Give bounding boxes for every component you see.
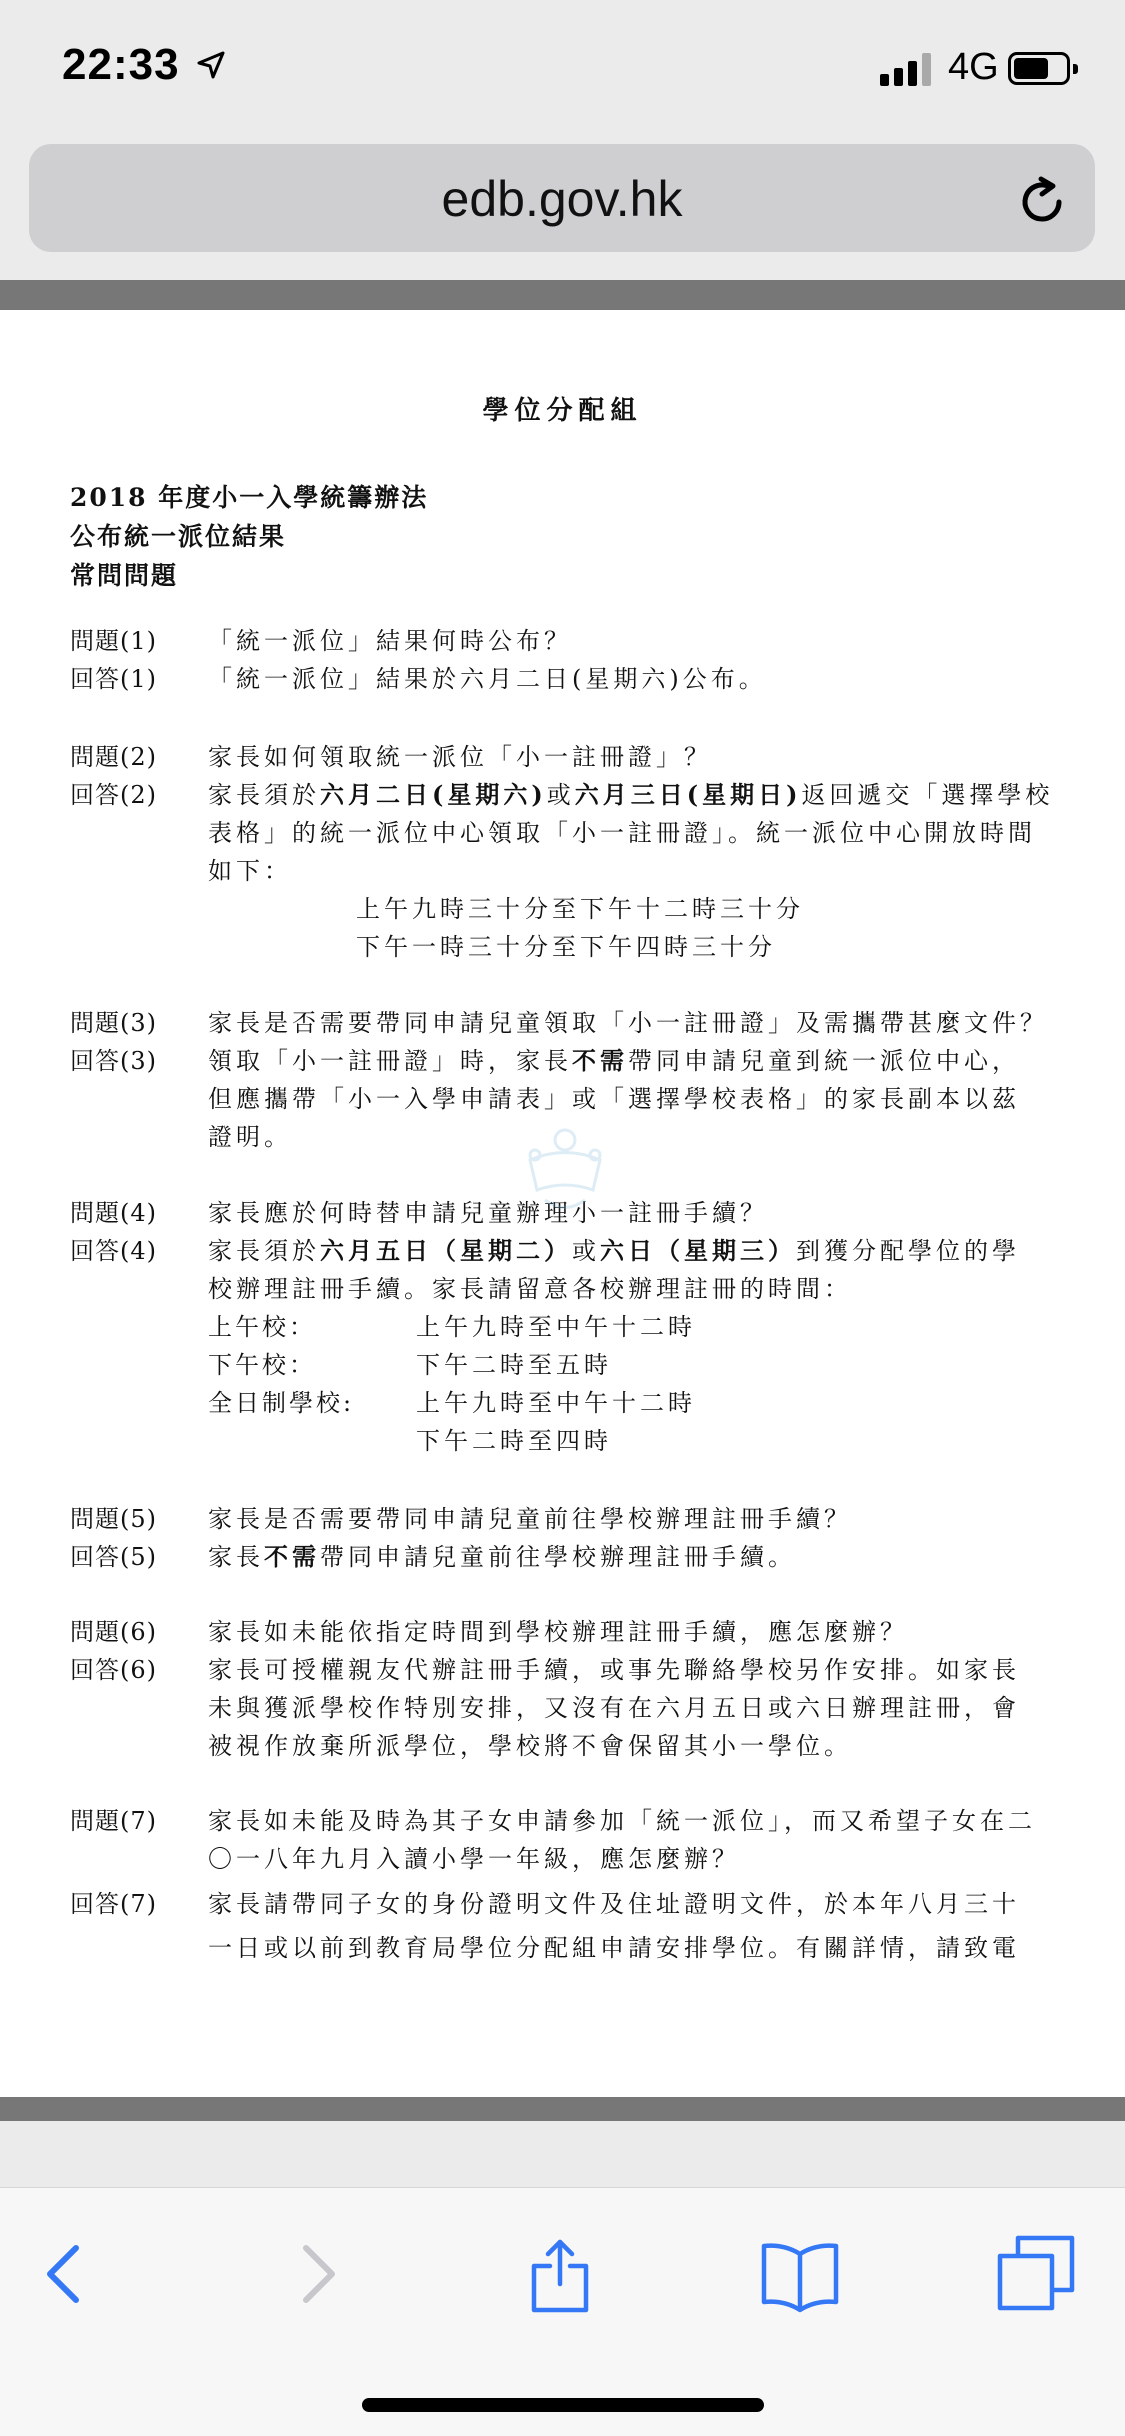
answer-tag: 回答(3) [70,1047,157,1075]
question-tag: 問題(5) [70,1505,157,1533]
answer-text: 帶同申請兒童前往學校辦理註冊手續。 [320,1543,796,1571]
question-tag: 問題(2) [70,743,157,771]
clock: 22:33 [62,40,180,89]
question-text: 家長如未能及時為其子女申請參加「統一派位」，而又希望子女在二 [208,1807,1036,1835]
question-tag: 問題(1) [70,627,157,655]
battery-icon [1008,52,1070,85]
document-heading [70,478,428,595]
answer-text: 如下： [208,857,292,885]
question-text: 家長應於何時替申請兒童辦理小一註冊手續？ [208,1199,768,1227]
answer-tag: 回答(5) [70,1543,157,1571]
location-arrow-icon [196,50,226,80]
question-text: 家長是否需要帶同申請兒童領取「小一註冊證」及需攜帶甚麼文件？ [208,1009,1048,1037]
answer-tag: 回答(4) [70,1237,157,1265]
answer-text: 家長請帶同子女的身份證明文件及住址證明文件，於本年八月三十 [208,1890,1020,1918]
schedule-time: 下午二時至四時 [416,1427,612,1455]
qa-item-5 [70,1500,1070,1576]
schedule-label: 下午校： [208,1351,316,1379]
schedule-time: 下午二時至五時 [416,1351,612,1379]
status-bar [0,0,1125,135]
schedule-label: 全日制學校: [208,1389,355,1417]
network-type: 4G [948,46,999,88]
answer-emphasis: 不需 [572,1046,628,1075]
answer-text: 返回遞交「選擇學校 [801,781,1054,809]
qa-item-2 [70,738,1070,966]
answer-text: 或 [546,781,575,809]
back-icon[interactable] [26,2234,106,2314]
answer-text: 校辦理註冊手續。家長請留意各校辦理註冊的時間： [208,1275,852,1303]
heading-line: 2018 年度小一入學統籌辦法 [70,483,429,512]
answer-text: 未與獲派學校作特別安排，又沒有在六月五日或六日辦理註冊，會 [208,1694,1020,1722]
answer-text: 家長 [208,1543,264,1571]
schedule-time: 上午九時至中午十二時 [416,1389,696,1417]
watermark-emblem-icon [515,1120,615,1230]
document-title: 學位分配組 [482,396,643,426]
question-tag: 問題(3) [70,1009,157,1037]
share-icon[interactable] [520,2234,600,2314]
answer-emphasis: 六月二日(星期六) [320,780,547,809]
question-text: 家長如未能依指定時間到學校辦理註冊手續，應怎麼辦？ [208,1618,908,1646]
answer-text: 領取「小一註冊證」時，家長 [208,1047,572,1075]
heading-line: 公布統一派位結果 [70,522,287,551]
tabs-icon[interactable] [996,2234,1076,2314]
reload-icon[interactable] [1015,174,1071,230]
answer-text: 到獲分配學位的學 [796,1237,1020,1265]
url-text: edb.gov.hk [441,171,683,227]
answer-text: 家長可授權親友代辦註冊手續，或事先聯絡學校另作安排。如家長 [208,1656,1020,1684]
cellular-signal-icon [880,52,934,86]
qa-item-4 [70,1194,1070,1460]
question-text: 家長如何領取統一派位「小一註冊證」？ [208,743,712,771]
answer-text: 或 [572,1237,600,1265]
address-bar[interactable] [29,144,1095,252]
answer-text: 家長須於 [208,1237,320,1265]
forward-icon[interactable] [276,2234,356,2314]
opening-hours: 上午九時三十分至下午十二時三十分 [356,895,804,923]
schedule-label: 上午校： [208,1313,316,1341]
opening-hours: 下午一時三十分至下午四時三十分 [356,933,776,961]
answer-tag: 回答(1) [70,665,157,693]
question-tag: 問題(7) [70,1807,157,1835]
schedule-time: 上午九時至中午十二時 [416,1313,696,1341]
answer-tag: 回答(7) [70,1890,157,1918]
answer-text: 一日或以前到教育局學位分配組申請安排學位。有關詳情，請致電 [208,1934,1020,1962]
answer-tag: 回答(2) [70,781,157,809]
heading-line: 常問問題 [70,561,179,590]
answer-emphasis: 六日（星期三） [600,1236,796,1265]
answer-text: 「統一派位」結果於六月二日(星期六)公布。 [208,665,767,693]
page-divider-bottom [0,2097,1125,2121]
home-indicator[interactable] [362,2398,764,2412]
answer-text: 帶同申請兒童到統一派位中心， [628,1047,1020,1075]
answer-text: 但應攜帶「小一入學申請表」或「選擇學校表格」的家長副本以茲 [208,1085,1020,1113]
answer-text: 家長須於 [208,781,320,809]
qa-item-1 [70,622,1070,698]
answer-emphasis: 六月三日(星期日) [574,780,802,809]
question-text: 〇一八年九月入讀小學一年級，應怎麼辦？ [208,1845,740,1873]
question-tag: 問題(6) [70,1618,157,1646]
page-divider-top [0,280,1125,310]
qa-item-7 [70,1802,1070,1970]
qa-item-6 [70,1613,1070,1765]
question-text: 家長是否需要帶同申請兒童前往學校辦理註冊手續？ [208,1505,852,1533]
answer-emphasis: 六月五日（星期二） [320,1236,572,1265]
answer-text: 證明。 [208,1123,292,1151]
question-text: 「統一派位」結果何時公布？ [208,627,572,655]
answer-tag: 回答(6) [70,1656,157,1684]
answer-emphasis: 不需 [264,1542,320,1571]
answer-text: 被視作放棄所派學位，學校將不會保留其小一學位。 [208,1732,852,1760]
question-tag: 問題(4) [70,1199,157,1227]
document-page[interactable] [0,310,1125,2097]
answer-text: 表格」的統一派位中心領取「小一註冊證」。統一派位中心開放時間 [208,819,1036,847]
bookmarks-icon[interactable] [760,2234,840,2314]
